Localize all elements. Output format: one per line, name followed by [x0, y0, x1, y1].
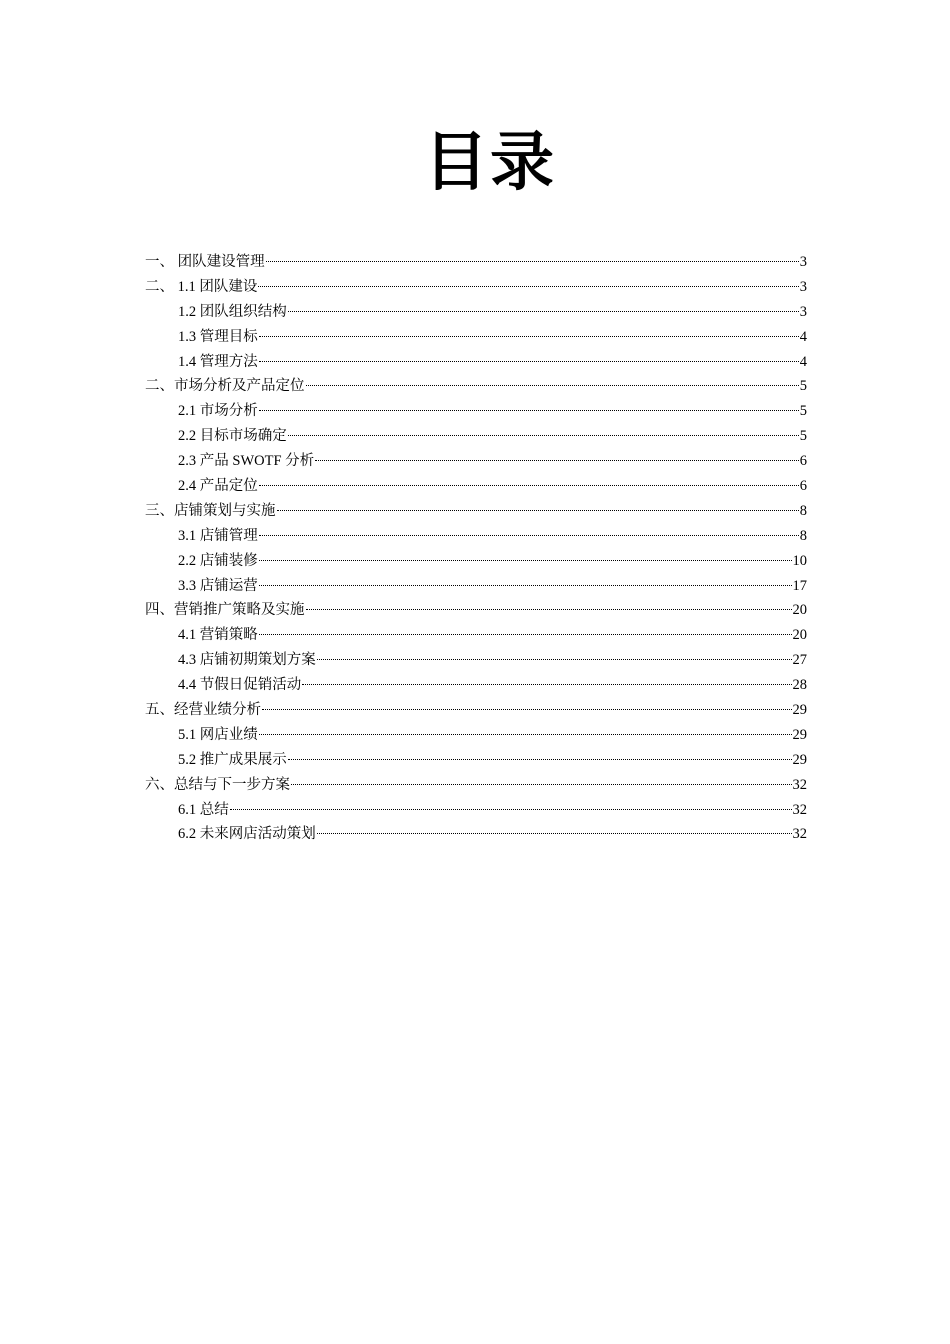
toc-entry[interactable] [145, 598, 807, 623]
toc-entry-title: 6.1 总结 [178, 801, 229, 818]
toc-page-number: 8 [799, 502, 807, 519]
toc-dot-leader [259, 634, 792, 635]
toc-page-number: 5 [799, 428, 807, 445]
toc-page-number: 3 [799, 254, 807, 270]
toc-entry-title: 4.1 营销策略 [178, 627, 258, 644]
toc-entry[interactable] [145, 449, 807, 474]
toc-entry[interactable] [145, 424, 807, 449]
toc-entry[interactable] [145, 499, 807, 524]
toc-entry-title: 3.1 店铺管理 [178, 527, 258, 544]
toc-dot-leader [259, 361, 799, 362]
toc-entry[interactable] [145, 474, 807, 499]
page-title: 目录 [424, 126, 556, 200]
toc-page-number: 28 [792, 677, 807, 694]
toc-page-number: 10 [792, 552, 807, 569]
toc-entry[interactable] [145, 623, 807, 648]
toc-entry-title: 2.3 产品 SWOTF 分析 [178, 453, 315, 470]
toc-entry-title: 1.3 管理目标 [178, 328, 258, 345]
toc-entry[interactable] [145, 798, 807, 823]
toc-dot-leader [317, 659, 792, 660]
toc-dot-leader [259, 410, 799, 411]
toc-entry[interactable] [145, 773, 807, 798]
toc-entry-title: 3.3 店铺运营 [178, 577, 258, 594]
toc-dot-leader [259, 535, 799, 536]
toc-entry-title: 三、店铺策划与实施 [145, 502, 276, 519]
toc-page-number: 27 [792, 652, 807, 669]
toc-dot-leader [277, 510, 799, 511]
toc-page-number: 29 [792, 726, 807, 743]
toc-entry[interactable] [145, 748, 807, 773]
toc-entry[interactable] [145, 374, 807, 399]
toc-page-number: 29 [792, 751, 807, 768]
toc-page-number: 3 [799, 303, 807, 320]
toc-dot-leader [291, 784, 792, 785]
toc-page-number: 4 [799, 353, 807, 370]
toc-dot-leader [259, 485, 799, 486]
toc-dot-leader [306, 385, 799, 386]
toc-page-number: 4 [799, 328, 807, 345]
toc-dot-leader [266, 261, 799, 262]
toc-dot-leader [288, 311, 799, 312]
toc-dot-leader [302, 684, 791, 685]
toc-entry[interactable] [145, 399, 807, 424]
toc-entry[interactable] [145, 698, 807, 723]
toc-page-number: 32 [792, 776, 807, 793]
toc-entry[interactable] [145, 350, 807, 375]
toc-page-number: 6 [799, 478, 807, 495]
toc-entry-title: 一、 团队建设管理 [145, 254, 265, 270]
toc-dot-leader [259, 336, 799, 337]
toc-dot-leader [230, 809, 792, 810]
toc-page-number: 5 [799, 403, 807, 420]
toc-page-number: 32 [792, 826, 807, 843]
toc-dot-leader [258, 286, 798, 287]
toc-page-number: 20 [792, 627, 807, 644]
toc-dot-leader [315, 460, 799, 461]
toc-entry[interactable] [145, 574, 807, 599]
toc-dot-leader [262, 709, 792, 710]
table-of-contents [145, 250, 807, 847]
toc-page-number: 17 [792, 577, 807, 594]
toc-entry-title: 6.2 未来网店活动策划 [178, 826, 316, 843]
toc-dot-leader [259, 734, 792, 735]
toc-entry-title: 2.1 市场分析 [178, 403, 258, 420]
toc-page-number: 6 [799, 453, 807, 470]
toc-entry-title: 四、营销推广策略及实施 [145, 602, 305, 619]
toc-page-number: 3 [799, 278, 807, 295]
toc-dot-leader [259, 560, 792, 561]
toc-entry-title: 5.2 推广成果展示 [178, 751, 287, 768]
toc-entry[interactable] [145, 325, 807, 350]
toc-page-number: 32 [792, 801, 807, 818]
toc-dot-leader [288, 759, 792, 760]
toc-entry-title: 2.4 产品定位 [178, 478, 258, 495]
toc-page-number: 8 [799, 527, 807, 544]
toc-entry[interactable] [145, 822, 807, 847]
toc-entry[interactable] [145, 549, 807, 574]
toc-entry-title: 二、 1.1 团队建设 [145, 278, 258, 295]
toc-page-number: 5 [799, 378, 807, 395]
toc-dot-leader [306, 609, 792, 610]
toc-dot-leader [288, 435, 799, 436]
toc-page-number: 20 [792, 602, 807, 619]
toc-entry[interactable] [145, 648, 807, 673]
toc-entry-title: 2.2 目标市场确定 [178, 428, 287, 445]
toc-entry-title: 二、市场分析及产品定位 [145, 378, 305, 395]
toc-entry-title: 五、经营业绩分析 [145, 702, 261, 719]
toc-dot-leader [317, 833, 792, 834]
toc-entry[interactable] [145, 673, 807, 698]
toc-page-number: 29 [792, 702, 807, 719]
toc-entry-title: 4.4 节假日促销活动 [178, 677, 302, 694]
toc-entry-title: 1.4 管理方法 [178, 353, 258, 370]
toc-entry-title: 六、总结与下一步方案 [145, 776, 290, 793]
toc-entry[interactable] [145, 723, 807, 748]
toc-entry-title: 2.2 店铺装修 [178, 552, 258, 569]
toc-entry-title: 1.2 团队组织结构 [178, 303, 287, 320]
toc-entry[interactable] [145, 300, 807, 325]
toc-entry-title: 5.1 网店业绩 [178, 726, 258, 743]
toc-entry-title: 4.3 店铺初期策划方案 [178, 652, 316, 669]
toc-entry[interactable] [145, 250, 807, 275]
toc-entry[interactable] [145, 275, 807, 300]
toc-entry[interactable] [145, 524, 807, 549]
toc-dot-leader [259, 585, 792, 586]
